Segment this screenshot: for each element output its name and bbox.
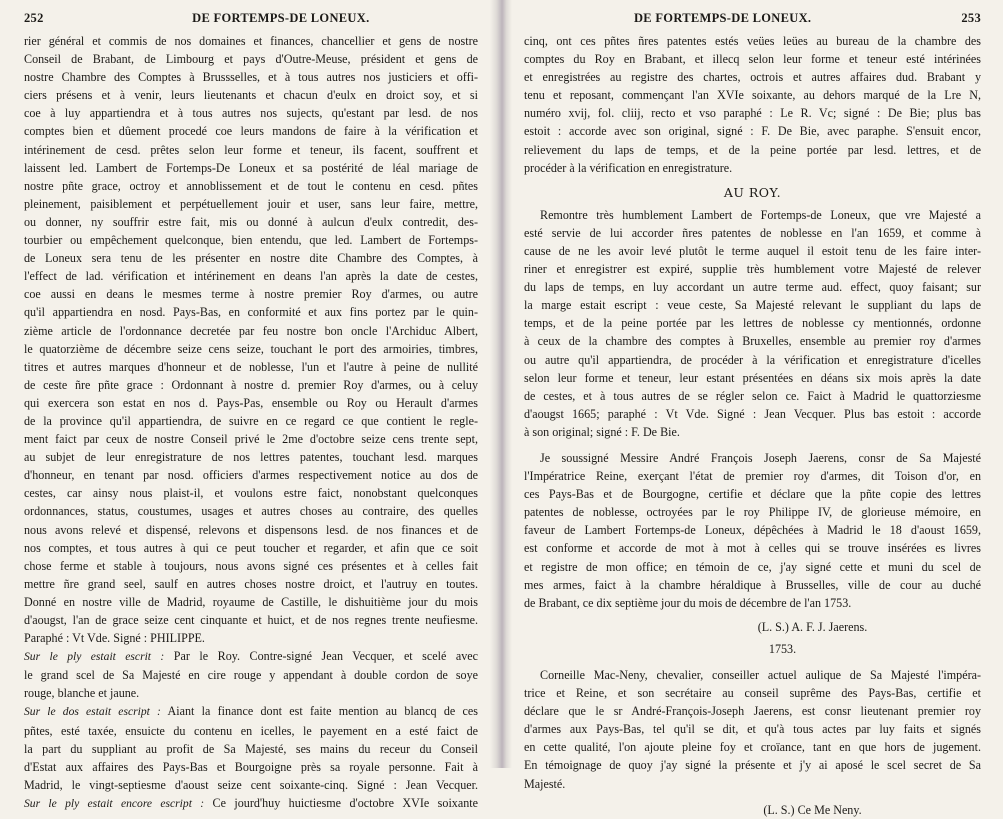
- text-line: ou donner, ny souffrir estre fait, mis ou donné à aulcun d'eulx contredit, des-: [24, 214, 478, 229]
- right-page: [498, 0, 1003, 817]
- text-line: coe aussi en deans le mesmes terme à nostre premier Roy d'armes, ou autre: [24, 287, 478, 302]
- dos-text-line-4: Madrid, le vingt-septiesme d'aoust seize cent soixante-cinq. Signé : Jean Vecquer.: [24, 777, 478, 792]
- dos-text-line-2: la part du suppliant au profit de Sa Majesté, ses mains du receur du Conseil: [24, 741, 478, 756]
- text-line: est conforme et accorde de mot à mot à celles qui se trouve insérées es livres: [524, 541, 981, 556]
- text-line: tenu et reposant, commençant l'an XVIe soixante, au dehors marqué de la Lre N,: [524, 88, 981, 103]
- text-line: de cestes, et à tous autres de se régler selon ce. Faict à Madrid le quattorziesme: [524, 388, 981, 403]
- text-line: cause de ne les avoir levé plutôt le terme auquel il estoit tenu de les faire inter-: [524, 243, 981, 258]
- text-line: En témoignage de quoy j'ay signé la présente et j'y ai aposé le scel secret de Sa: [524, 758, 981, 773]
- text-line: nos comptes, et tous autres à qui ce peut toucher et regarder, et afin que ce soit: [24, 540, 478, 555]
- text-line: ciers présens et à venir, leurs lieutenants et chacun d'eulx en droict soy, et si: [24, 88, 478, 103]
- mac-neny-text: [524, 666, 981, 793]
- text-line: du laps de temps, en luy accordant un autre terme aud. effect, quoy faisant; sur: [524, 280, 981, 295]
- au-roy-heading: AU ROY.: [723, 184, 782, 200]
- text-line: titres et autres marques d'honneur et de noblesse, l'un et l'autre à peine de nullité: [24, 359, 478, 374]
- ply-text-1-line-1: le grand scel de Sa Majesté en cire rouge y appendant à double cordon de soye: [24, 668, 478, 683]
- text-line: temps, et de la peine portée par les lettres de noblesse cy mentionnés, ordonne: [524, 316, 981, 331]
- text-line: Remontre très humblement Lambert de Fortemps-de Loneux, que vre Majesté a: [540, 207, 981, 222]
- text-line: d'armes aux Pays-Bas, tel qu'il se dit, et qu'à tous actes par luy faits et signés: [524, 722, 981, 737]
- text-line: ou autre qu'il appartiendra, de procéder à la vérification et enregistrature d'icelles: [524, 352, 981, 367]
- text-line: esté servie de lui accorder ñres patentes de noblesse en l'an 1659, et comme à: [524, 225, 981, 240]
- text-line: et enregistrées au registre des chartes, octrois et autres affaires dud. Brabant y: [524, 70, 981, 85]
- text-line: au subjet de leur enregistrature de nos lettres patentes, touchant lesd. marques: [24, 450, 478, 465]
- text-line: nostre Chambre des Comptes à Brussselles, et à tous autres nos justiciers et offi-: [24, 70, 478, 85]
- text-line: comptes bien et dûement procedé coe leurs mandons de faire à la vérification et: [24, 124, 478, 139]
- text-line: mettre ñre grand seel, saulf en autres choses nostre droict, et l'autruy en toutes.: [24, 576, 478, 591]
- text-line: d'aougst, l'an de grace seize cent cinquante et huict, et de nos regnes trente neufiesme.: [24, 613, 478, 627]
- text-line: patentes de noblesse, octroyées par le roy Philippe IV, de glorieuse mémoire, en: [524, 505, 981, 520]
- text-line: laissent led. Lambert de Fortemps-De Loneux et sa postérité de léal mariage de: [24, 160, 478, 175]
- text-line: de la province qu'il appartiendra, de suivre en ce regard ce que contient le regle-: [24, 413, 478, 428]
- text-line: nous avons relevé et dispensé, relevons et dispensons lesd. de nos finances et de: [24, 522, 478, 537]
- ply-text-1-line-2: rouge, blanche et jaune.: [24, 686, 140, 701]
- left-page: [0, 0, 498, 810]
- text-line: nostre pñte grace, octroy et annoblissement et de tout le contenu en cesd. pñtes: [24, 178, 478, 193]
- text-line: estoit : accorde avec son original, signé : F. De Bie, avec paraphe. S'ensuit encor,: [524, 124, 981, 139]
- ply-text-1-line-0: Par le Roy. Contre-signé Jean Vecquer, et scelé avec: [173, 649, 478, 664]
- text-line: d'aougst 1665; paraphé : Vt Vde. Signé : Jean Vecquer. Plus bas estoit : accorde: [524, 406, 981, 421]
- text-line: relievement du laps de temps, et de la peine portée par lesd. lettres, et de: [524, 142, 981, 157]
- text-line: l'effect de lad. vérification et intérinement en deans l'an après la date de cestes,: [24, 269, 478, 284]
- au-roy-text: [524, 206, 981, 441]
- right-running-head: [524, 0, 981, 26]
- text-line: cestes, car ainsy nous plaist-il, et voulons estre faict, nonobstant quelconques: [24, 486, 478, 501]
- ply-label-2: Sur le ply estait encore escript :: [24, 796, 205, 810]
- text-line: tourbier ou empêchement quelconque, bien entendu, que led. Lambert de Fortemps-: [24, 233, 478, 248]
- text-line: chose ferme et stable à toujours, nous avons signé ces présentes et à celles fait: [24, 558, 478, 573]
- ply-label-1: Sur le ply estait escrit :: [24, 650, 165, 664]
- text-line: Paraphé : Vt Vde. Signé : PHILIPPE.: [24, 631, 205, 646]
- text-line: d'honneur, en tenant par nosd. officiers d'armes respectivement notice au dos de: [24, 468, 478, 483]
- text-line: ordonnances, status, coustumes, usages et autres choses au contraire, des quelles: [24, 504, 478, 519]
- text-line: cinq, ont ces pñtes ñres patentes estés veües leües au bureau de la chambre des: [524, 34, 981, 48]
- left-dos-note: [24, 702, 478, 813]
- text-line: et registre de mon office; en témoin de ce, j'ay signé cette et muni du scel de: [524, 559, 981, 574]
- text-line: coe à luy appartiendra et à tous autres nos sujects, qu'estant par lesd. de nos: [24, 106, 478, 121]
- dos-text-line-1: pñtes, esté taxée, ensuicte du contenu en icelles, le payement en a esté faict de: [24, 723, 478, 738]
- right-running-title: DE FORTEMPS-DE LONEUX.: [633, 11, 812, 25]
- text-line: comptes du Roy en Brabant, et illecq selon leur forme et teneur esté intérinées: [524, 52, 981, 67]
- text-line: Conseil de Brabant, de Limbourg et pays d'Outre-Meuse, président et gens de: [24, 52, 478, 67]
- jaerens-year: 1753.: [768, 641, 797, 656]
- text-line: rier général et commis de nos domaines et finances, chancellier et gens de nostre: [24, 34, 478, 48]
- text-line: qu'il appartiendra en nosd. Pays-Bas, en conformité et aux fins portez par le quin-: [24, 305, 478, 320]
- text-line: l'Impératrice Reine, exerçant l'état de premier roy d'armes, dit Toison d'or, en: [524, 469, 981, 484]
- left-running-title: DE FORTEMPS-DE LONEUX.: [192, 11, 370, 25]
- ply-text-2: Ce jourd'huy huictiesme d'octobre XVIe soixante: [212, 795, 478, 810]
- text-line: intérinement de cesd. prêtes selon leur forme et teneur, ils facent, souffrent et: [24, 142, 478, 157]
- certification-text: [524, 449, 981, 612]
- text-line: zième article de l'ordonnance decretée par feu nostre bon oncle l'Archiduc Albert,: [24, 323, 478, 338]
- text-line: Donné en nostre ville de Madrid, royaume de Castille, le dishuitième jour du mois: [24, 594, 478, 609]
- text-line: procéder à la vérification en enregistrature.: [524, 160, 733, 175]
- text-line: Je soussigné Messire André François Joseph Jaerens, consr de Sa Majesté: [540, 450, 981, 465]
- text-line: le quatorzième de décembre seize cens seize, touchant le port des armoiries, timbres,: [24, 341, 478, 356]
- text-line: qui exercera son estat en nos d. Pays-Pas, ensemble ou Roy ou Herault d'armes: [24, 395, 478, 410]
- text-line: Majesté.: [524, 776, 566, 791]
- text-line: trice et Reine, et son secrétaire au conseil suprême des Pays-Bas, certifie et: [524, 686, 981, 701]
- text-line: ment faict par ceux de nostre Conseil privé le 2me d'octobre seize cens trente sept,: [24, 432, 478, 447]
- dos-text-line-3: d'Estat aux affaires des Pays-Bas et Bourgoigne près sa royale personne. Fait à: [24, 759, 478, 774]
- text-line: de Loneux sera tenu de les présenter en nostre dite Chambre des Comptes, à: [24, 251, 478, 266]
- text-line: à son original; signé : F. De Bie.: [524, 424, 680, 439]
- text-line: mes armes, faict à la chambre héraldique à Brusselles, ville de cour au duché: [524, 577, 981, 592]
- dos-label: Sur le dos estait escript :: [24, 705, 161, 719]
- text-line: selon leur forme et teneur, leur estant présentées en déans six mois après la date: [524, 370, 981, 385]
- text-line: de Brabant, ce dix septième jour du mois de décembre de l'an 1753.: [524, 595, 852, 610]
- text-line: riner et enregistrer est expiré, supplie très humblement votre Majesté de relever: [524, 262, 981, 277]
- text-line: la marge estait escript : veue ceste, Sa Majesté relevant le suppliant du laps de: [524, 298, 981, 313]
- left-ply-note-1: [24, 647, 478, 702]
- left-body-text: [24, 32, 478, 647]
- text-line: faveur de Lambert Fortemps-de Loneux, dépêchées à Madrid le 18 d'aoust 1659,: [524, 523, 981, 538]
- right-top-text: [524, 32, 981, 177]
- text-line: pleinement, paisiblement et perpétuellement jouir et user, sans leur faire, mettre,: [24, 196, 478, 211]
- text-line: en cette qualité, l'on ajoute pleine foy et croïance, tant en que hors de jugement.: [524, 740, 981, 755]
- text-line: ces Pays-Bas et de Bourgogne, certifie et déclare que la pñte copie des lettres: [524, 487, 981, 502]
- text-line: Corneille Mac-Neny, chevalier, conseiller actuel aulique de Sa Majesté l'impéra-: [540, 668, 981, 682]
- text-line: à ceux de la chambre des comptes à Bruxelles, ensemble au premier roy d'armes: [524, 334, 981, 349]
- text-line: numéro xvij, fol. cliij, recto et vso paraphé : Le R. Vc; signé : De Bie; plus bas: [524, 106, 981, 121]
- dos-text-line-0: Aiant la finance dont est faite mention au blancq de ces: [167, 704, 478, 719]
- left-running-head: [24, 0, 478, 26]
- text-line: de ceste ñre pñte grace : Ordonnant à nostre d. premier Roy d'armes, ou à celuy: [24, 377, 478, 392]
- right-page-number: 253: [961, 11, 981, 25]
- left-page-number: 252: [24, 11, 44, 25]
- text-line: déclare que le sr André-François-Joseph Jaerens, est consr lieutenant premier roy: [524, 704, 981, 719]
- jaerens-signature: (L. S.) A. F. J. Jaerens.: [757, 619, 868, 634]
- neny-signature: (L. S.) Ce Me Neny.: [763, 802, 862, 817]
